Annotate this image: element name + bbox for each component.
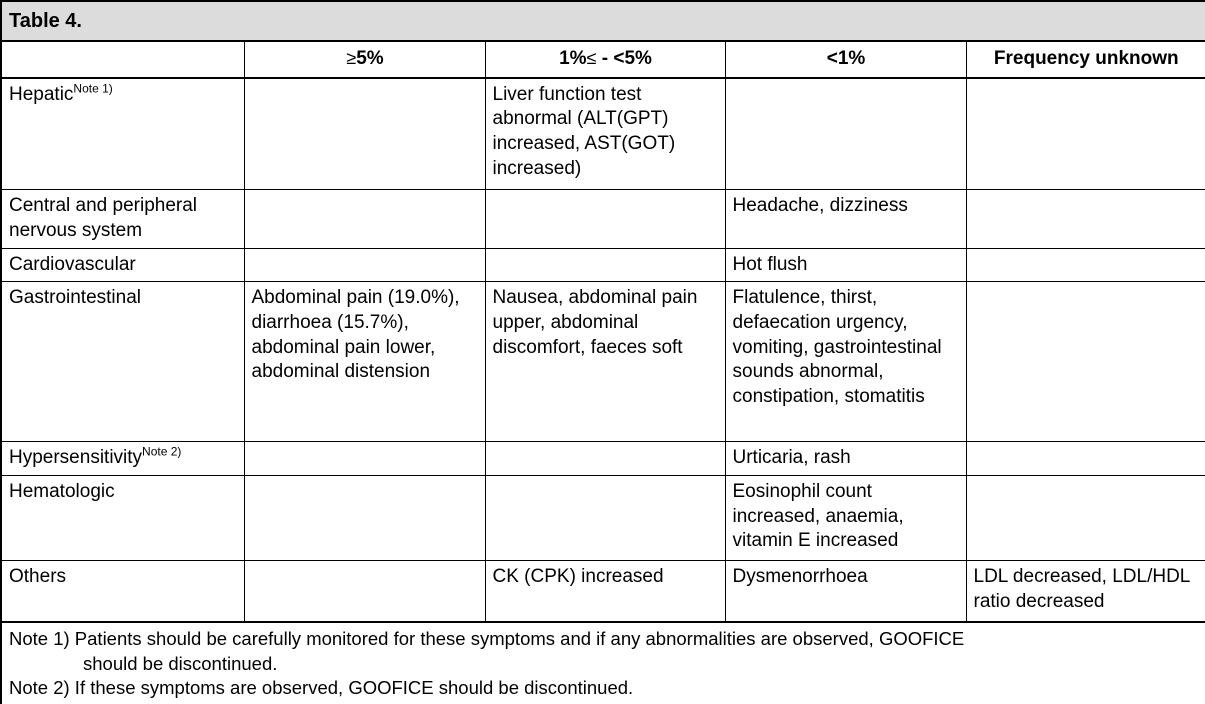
- footnote-note1-line1: Note 1) Patients should be carefully monitored for these symptoms and if any abnormalities are observed, GOOFICE: [9, 628, 965, 650]
- range-lower: 1%: [559, 48, 587, 69]
- row-category-others: Others: [1, 560, 244, 622]
- table-header-row: [1, 41, 1205, 78]
- cell-hema-lt1: Eosinophil count increased, anaemia, vitamin E increased: [725, 475, 966, 560]
- cell-gi-lt1: Flatulence, thirst, defaecation urgency, vomiting, gastrointestinal sounds abnormal, constipation, stomatitis: [725, 282, 966, 442]
- row-category-label: Hepatic: [9, 83, 74, 105]
- cell-others-ge5: [244, 560, 485, 622]
- footnote-note2: Note 2) If these symptoms are observed, GOOFICE should be discontinued.: [9, 677, 634, 699]
- column-header-category: [1, 41, 244, 78]
- row-category-cns: Central and peripheral nervous system: [1, 190, 244, 248]
- column-header-ge-5-percent: [244, 41, 485, 78]
- cell-hema-ge5: [244, 475, 485, 560]
- cell-hepatic-ge5: [244, 78, 485, 190]
- cell-hyper-mid: [485, 442, 725, 476]
- row-category-hypersensitivity: [1, 442, 244, 476]
- table-row: [1, 442, 1205, 476]
- cell-cns-mid: [485, 190, 725, 248]
- table-footnotes-row: [1, 622, 1205, 704]
- cell-cardio-mid: [485, 248, 725, 282]
- cell-hepatic-unknown: [966, 78, 1205, 190]
- cell-hema-unknown: [966, 475, 1205, 560]
- row-category-gastrointestinal: Gastrointestinal: [1, 282, 244, 442]
- cell-others-lt1: Dysmenorrhoea: [725, 560, 966, 622]
- table-footnotes: [1, 622, 1205, 704]
- column-header-1-to-5-percent: [485, 41, 725, 78]
- cell-gi-ge5: Abdominal pain (19.0%), diarrhoea (15.7%), abdominal pain lower, abdominal distension: [244, 282, 485, 442]
- cell-hyper-lt1: Urticaria, rash: [725, 442, 966, 476]
- column-header-frequency-unknown: Frequency unknown: [966, 41, 1205, 78]
- table-row: [1, 78, 1205, 190]
- greater-equal-icon: ≥: [346, 48, 357, 68]
- cell-hyper-ge5: [244, 442, 485, 476]
- cell-hema-mid: [485, 475, 725, 560]
- cell-hepatic-lt1: [725, 78, 966, 190]
- row-category-label: Hypersensitivity: [9, 447, 143, 469]
- table-title: Table 4.: [1, 1, 1205, 41]
- footnote-marker-note2: Note 2): [142, 444, 182, 459]
- cell-hyper-unknown: [966, 442, 1205, 476]
- cell-gi-unknown: [966, 282, 1205, 442]
- less-equal-icon: ≤: [586, 48, 597, 68]
- cell-gi-mid: Nausea, abdominal pain upper, abdominal discomfort, faeces soft: [485, 282, 725, 442]
- row-category-cardiovascular: Cardiovascular: [1, 248, 244, 282]
- footnote-note1-line2: should be discontinued.: [83, 652, 278, 674]
- cell-cns-unknown: [966, 190, 1205, 248]
- cell-cns-ge5: [244, 190, 485, 248]
- column-header-lt-1-percent: <1%: [725, 41, 966, 78]
- footnote-marker-note1: Note 1): [73, 81, 113, 96]
- table-row: [1, 475, 1205, 560]
- cell-hepatic-mid: Liver function test abnormal (ALT(GPT) increased, AST(GOT) increased): [485, 78, 725, 190]
- cell-cardio-lt1: Hot flush: [725, 248, 966, 282]
- table-row: [1, 560, 1205, 622]
- table-row: [1, 248, 1205, 282]
- row-category-hepatic: [1, 78, 244, 190]
- cell-cardio-unknown: [966, 248, 1205, 282]
- range-dash: -: [596, 48, 614, 69]
- table-row: [1, 190, 1205, 248]
- table-title-row: [1, 1, 1205, 41]
- cell-cns-lt1: Headache, dizziness: [725, 190, 966, 248]
- cell-others-mid: CK (CPK) increased: [485, 560, 725, 622]
- row-category-hematologic: Hematologic: [1, 475, 244, 560]
- column-header-ge-5-percent-value: 5%: [356, 48, 384, 69]
- cell-cardio-ge5: [244, 248, 485, 282]
- range-upper: <5%: [613, 48, 652, 69]
- table-row: [1, 282, 1205, 442]
- cell-others-unknown: LDL decreased, LDL/HDL ratio decreased: [966, 560, 1205, 622]
